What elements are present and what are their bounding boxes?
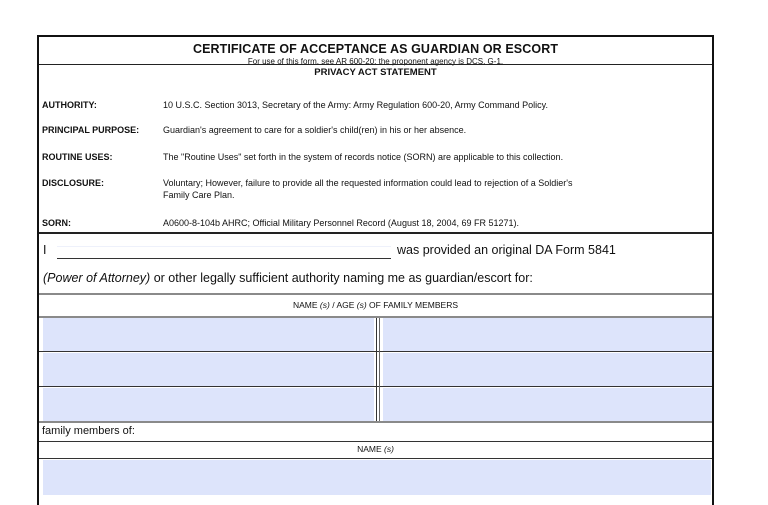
header-plural: (s) (384, 444, 394, 454)
family-members-of-label: family members of: (42, 425, 135, 437)
sponsor-name-column-header (39, 444, 712, 454)
header-plural: (s) (356, 300, 367, 310)
divider (39, 64, 712, 65)
routine-uses-label: ROUTINE USES: (42, 152, 113, 162)
divider (39, 441, 712, 442)
routine-uses-text: The "Routine Uses" set forth in the system of records notice (SORN) are applicable to this collection. (163, 152, 564, 162)
form-title: CERTIFICATE OF ACCEPTANCE AS GUARDIAN OR ESCORT (192, 42, 559, 56)
family-members-column-header (39, 300, 712, 310)
statement-line2-rest: or other legally sufficient authority naming me as guardian/escort for: (150, 271, 533, 285)
family-member-1-name-field[interactable] (43, 318, 374, 351)
sorn-text: A0600-8-104b AHRC; Official Military Personnel Record (August 18, 2004, 69 FR 51271). (163, 218, 520, 228)
privacy-act-heading: PRIVACY ACT STATEMENT (314, 67, 437, 78)
column-divider (376, 318, 377, 421)
form-subtitle: For use of this form, see AR 600-20; the proponent agency is DCS, G-1. (247, 57, 504, 66)
header-plural: (s) (319, 300, 330, 310)
principal-purpose-text: Guardian's agreement to care for a soldier's child(ren) in his or her absence. (163, 125, 467, 135)
family-member-2-name-field[interactable] (43, 353, 374, 386)
authority-label: AUTHORITY: (42, 100, 97, 110)
sponsor-name-field[interactable] (43, 460, 711, 495)
family-member-3-age-field[interactable] (383, 388, 712, 421)
family-member-2-age-field[interactable] (383, 353, 712, 386)
guardian-name-field[interactable] (57, 246, 391, 259)
header-name: NAME (357, 444, 384, 454)
disclosure-label: DISCLOSURE: (42, 178, 105, 188)
principal-purpose-label: PRINCIPAL PURPOSE: (42, 125, 140, 135)
statement-prefix: I (43, 243, 47, 257)
header-of-family-members: OF FAMILY MEMBERS (366, 300, 459, 310)
statement-suffix: was provided an original DA Form 5841 (397, 243, 616, 257)
guardian-certificate-form (37, 35, 714, 505)
statement-line2 (43, 271, 533, 285)
header-age: / AGE (329, 300, 357, 310)
family-member-3-name-field[interactable] (43, 388, 374, 421)
authority-text: 10 U.S.C. Section 3013, Secretary of the Army: Army Regulation 600-20, Army Command Policy. (163, 100, 549, 110)
power-of-attorney-text: (Power of Attorney) (43, 271, 151, 285)
header-name: NAME (292, 300, 320, 310)
divider (39, 458, 712, 459)
column-divider (379, 318, 380, 421)
sorn-label: SORN: (42, 218, 71, 228)
disclosure-text-line2: Family Care Plan. (163, 190, 235, 200)
family-member-1-age-field[interactable] (383, 318, 712, 351)
guardian-statement (39, 234, 712, 292)
divider (39, 293, 712, 295)
disclosure-text: Voluntary; However, failure to provide all the requested information could lead to rejection of a Soldier's (163, 178, 573, 188)
divider (39, 421, 712, 423)
